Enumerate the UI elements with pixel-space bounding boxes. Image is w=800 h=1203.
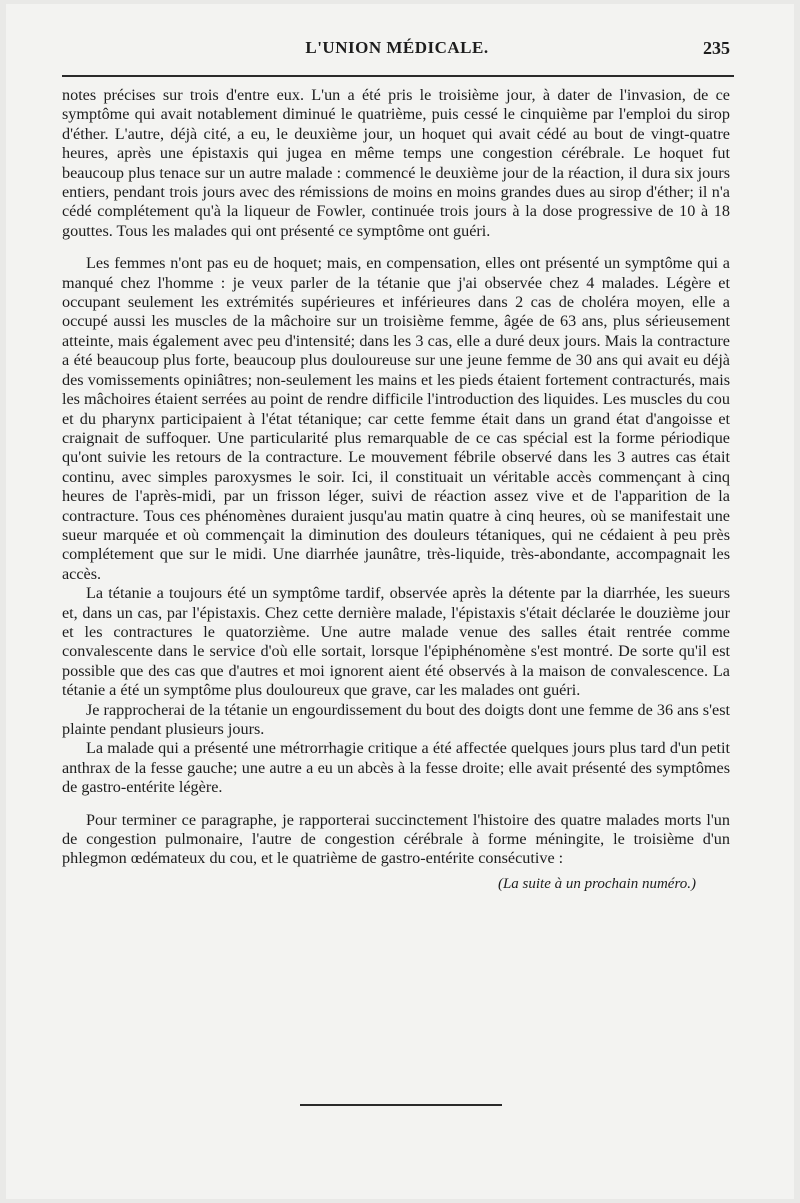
paragraph-tetanie-tardive: La tétanie a toujours été un symptôme tardif, observée après la détente par la diarrhée, les sueurs et, dans un cas, par l'épistaxis. Chez cette dernière malade, l'épistaxis s'était déclarée le douzième jour et les contractures le quatorzième. Une autre malade venue des salles était rentrée comme convalescente dans le service d'où elle sortait, lorsque l'épiphénomène s'est montré. De sorte qu'il est possible que des cas que d'autres et moi ignorent aient été observés à la maison de convalescence. La tétanie a été un symptôme plus douloureux que grave, car les malades ont guéri. <box>62 584 730 700</box>
paragraph-metrorrhagie: La malade qui a présenté une métrorrhagie critique a été affectée quelques jours plus tard d'un petit anthrax de la fesse gauche; une autre a eu un abcès à la fesse droite; elle avait présenté des symptômes de gastro-entérite légère. <box>62 739 730 797</box>
continuation-note: (La suite à un prochain numéro.) <box>497 875 696 892</box>
running-title: L'UNION MÉDICALE. <box>305 38 489 57</box>
header-rule <box>62 75 734 77</box>
paragraph-conclusion: Pour terminer ce paragraphe, je rapporterai succinctement l'histoire des quatre malades morts l'un de congestion pulmonaire, l'autre de congestion cérébrale à forme méningite, le troisième d'un phlegmon œdémateux du cou, et le quatrième de gastro-entérite consécutive : <box>62 810 730 868</box>
paragraph-engourdissement: Je rapprocherai de la tétanie un engourdissement du bout des doigts dont une femme de 36 ans s'est plainte pendant plusieurs jours. <box>62 700 730 738</box>
footer-rule <box>300 1104 502 1106</box>
page-number: 235 <box>703 38 730 58</box>
article-body <box>62 86 730 909</box>
paragraph-hoquet: notes précises sur trois d'entre eux. L'un a été pris le troisième jour, à dater de l'invasion, de ce symptôme qui avait notablement diminué le quatrième, puis cessé le cinquième par l'emploi du sirop d'éther. L'autre, déjà cité, a eu, le deuxième jour, un hoquet qui avait cédé au bout de vingt-quatre heures, après une épistaxis qui jugea en même temps une congestion cérébrale. Le hoquet fut beaucoup plus tenace sur un autre malade : commencé le deuxième jour de la réaction, il dura six jours entiers, pendant trois jours avec des rémissions de moins en moins grandes dues au sirop d'éther; il n'a cédé complétement qu'à la liqueur de Fowler, continuée trois jours à la dose progressive de 10 à 18 gouttes. Tous les malades qui ont présenté ce symptôme ont guéri. <box>62 86 730 240</box>
page-header <box>62 34 732 66</box>
paragraph-tetanie: Les femmes n'ont pas eu de hoquet; mais, en compensation, elles ont présenté un symptôme qui a manqué chez l'homme : je veux parler de la tétanie que j'ai observée chez 4 malades. Légère et occupant seulement les extrémités supérieures et inférieures dans 2 cas de choléra moyen, elle a occupé aussi les muscles de la mâchoire sur un troisième femme, âgée de 63 ans, plus sérieusement atteinte, mais également avec peu d'intensité; dans les 3 cas, elle a duré deux jours. Mais la contracture a été beaucoup plus forte, beaucoup plus douloureuse sur une jeune femme de 30 ans qui avait eu déjà des vomissements opiniâtres; non-seulement les mains et les pieds étaient fortement contracturés, mais les mâchoires étaient serrées au point de rendre difficile l'introduction des liquides. Les muscles du cou et du pharynx participaient à l'état tétanique; car cette femme était dans un grand état d'angoisse et craignait de suffoquer. Une particularité plus remarquable de ce cas spécial est la forme périodique qu'ont suivie les retours de la contracture. Le mouvement fébrile observé dans les 3 autres cas était continu, avec simples paroxysmes le soir. Ici, il constituait un véritable accès commençant à cinq heures de l'après-midi, par un frisson léger, suivi de réaction assez vive et de l'apparition de la contracture. Tous ces phénomènes duraient jusqu'au matin quatre à cinq heures, où se manifestait une sueur marquée et où commençait la diminution des douleurs tétaniques, qui ne cédaient à peu près complétement que sur le midi. Une diarrhée jaunâtre, très-liquide, très-abondante, accompagnait les accès. <box>62 254 730 583</box>
